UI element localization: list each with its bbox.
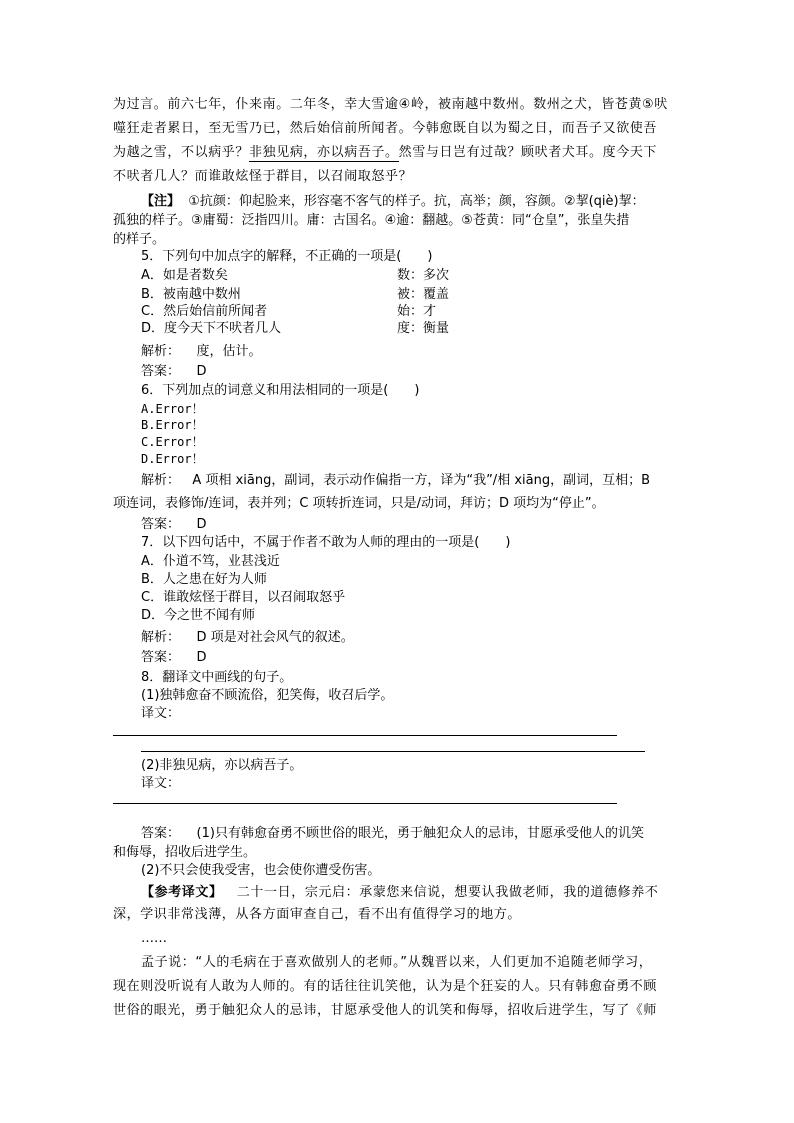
q8-sentence-2: (2)非独见病，亦以病吾子。 bbox=[141, 758, 303, 773]
answer-line-1 bbox=[113, 735, 617, 736]
answer-line-2 bbox=[141, 751, 645, 752]
passage-line-2: 噬狂走者累日，至无雪乃已，然后始信前所闻者。今韩愈既自以为蜀之日，而吾子又欲使吾 bbox=[113, 121, 658, 136]
q7-option-b: B．人之患在好为人师 bbox=[141, 572, 267, 587]
reference-line-1 bbox=[141, 884, 658, 902]
reference-ellipsis: …… bbox=[141, 931, 167, 946]
answer-text: D bbox=[196, 364, 207, 379]
q5-option-a: A．如是者数矣 bbox=[141, 268, 228, 283]
q6-option-d: D.Error！ bbox=[141, 452, 204, 466]
q7-analysis bbox=[141, 629, 354, 647]
passage-line-3-a: 为越之雪，不以病乎？ bbox=[113, 145, 250, 160]
answer-label: 答案： bbox=[141, 517, 181, 532]
passage-line-1: 为过言。前六七年，仆来南。二年冬，幸大雪逾④岭，被南越中数州。数州之犬，皆苍黄⑤吠 bbox=[113, 97, 668, 112]
notes-line-2: 孤独的样子。③庸蜀：泛指四川。庸：古国名。④逾：翻越。⑤苍黄：同“仓皇”，张皇失措 bbox=[113, 213, 630, 228]
q6-option-b: B.Error！ bbox=[141, 418, 204, 432]
analysis-label: 解析： bbox=[141, 630, 181, 645]
q8-answer-line-3: (2)不只会使我受害，也会使你遭受伤害。 bbox=[141, 863, 381, 878]
answer-text: (1)只有韩愈奋勇不顾世俗的眼光，勇于触犯众人的忌讳，甘愿承受他人的讥笑 bbox=[196, 826, 644, 841]
q8-sentence-1: (1)独韩愈奋不顾流俗，犯笑侮，收召后学。 bbox=[141, 688, 394, 703]
reference-line-4: 现在则没听说有人敢为人师的。有的话往往讥笑他，认为是个狂妄的人。只有韩愈奋勇不顾 bbox=[113, 979, 658, 994]
q5-analysis bbox=[141, 343, 262, 361]
q8-answer-line-2: 和侮辱，招收后进学生。 bbox=[113, 845, 257, 860]
q6-answer bbox=[141, 516, 207, 534]
passage-line-4: 不吠者几人？而谁敢炫怪于群目，以召闹取怒乎？ bbox=[113, 169, 413, 184]
q5-stem: 5．下列句中加点字的解释，不正确的一项是( ) bbox=[141, 249, 433, 264]
analysis-label: 解析： bbox=[141, 473, 181, 488]
analysis-text: 度，估计。 bbox=[196, 344, 262, 359]
q8-stem: 8．翻译文中画线的句子。 bbox=[141, 670, 293, 685]
passage-line-3-c: 然雪与日岂有过哉？顾吠者犬耳。度今天下 bbox=[398, 145, 658, 160]
q7-option-c: C．谁敢炫怪于群目，以召闹取怒乎 bbox=[141, 590, 346, 605]
q5-option-d-gloss: 度：衡量 bbox=[397, 321, 450, 336]
q6-analysis-line-1 bbox=[141, 472, 650, 490]
q6-stem: 6．下列加点的词意义和用法相同的一项是( ) bbox=[141, 383, 420, 398]
q5-option-b-gloss: 被：覆盖 bbox=[397, 287, 450, 302]
q5-option-a-gloss: 数：多次 bbox=[397, 268, 450, 283]
q5-option-c: C．然后始信前所闻者 bbox=[141, 304, 268, 319]
passage-line-3 bbox=[113, 144, 657, 162]
answer-label: 答案： bbox=[141, 826, 181, 841]
answer-label: 答案： bbox=[141, 364, 181, 379]
notes-line-1 bbox=[141, 193, 645, 211]
q7-answer bbox=[141, 649, 207, 667]
q7-option-d: D．今之世不闻有师 bbox=[141, 608, 256, 623]
q5-option-d: D．度今天下不吠者几人 bbox=[141, 321, 282, 336]
answer-label: 答案： bbox=[141, 650, 181, 665]
q7-stem: 7．以下四句话中，不属于作者不敢为人师的理由的一项是( ) bbox=[141, 535, 511, 550]
q5-option-c-gloss: 始：才 bbox=[397, 304, 437, 319]
analysis-text: D 项是对社会风气的叙述。 bbox=[196, 630, 354, 645]
notes-line-3: 的样子。 bbox=[113, 232, 166, 247]
analysis-label: 解析： bbox=[141, 344, 181, 359]
answer-text: D bbox=[196, 517, 207, 532]
q6-analysis-line-2: 项连词，表修饰/连词，表并列；C 项转折连词，只是/动词，拜访；D 项均为“停止”。 bbox=[113, 496, 605, 511]
answer-line-3 bbox=[113, 803, 617, 804]
q6-option-c: C.Error！ bbox=[141, 435, 204, 449]
analysis-text: A 项相 xiāng，副词，表示动作偏指一方，译为“我”/相 xiāng，副词，互相；B bbox=[192, 473, 651, 488]
q8-translation-label-2: 译文： bbox=[141, 776, 181, 791]
notes-tag: 【注】 bbox=[141, 194, 181, 209]
q5-option-b: B．被南越中数州 bbox=[141, 287, 241, 302]
reference-line-3: 孟子说：“人的毛病在于喜欢做别人的老师。”从魏晋以来，人们更加不追随老师学习， bbox=[141, 955, 653, 970]
answer-text: D bbox=[196, 650, 207, 665]
q8-answer-line-1 bbox=[141, 825, 644, 843]
reference-tag: 【参考译文】 bbox=[141, 885, 223, 900]
underlined-sentence: 非独见病，亦以病吾子。 bbox=[249, 145, 399, 160]
q5-answer bbox=[141, 363, 207, 381]
q6-option-a: A.Error！ bbox=[141, 402, 204, 416]
reference-line-5: 世俗的眼光，勇于触犯众人的忌讳，甘愿承受他人的讥笑和侮辱，招收后进学生，写了《师 bbox=[113, 1003, 658, 1018]
reference-line-2: 深，学识非常浅薄，从各方面审查自己，看不出有值得学习的地方。 bbox=[113, 907, 522, 922]
reference-text-1: 二十一日，宗元启：承蒙您来信说，想要认我做老师，我的道德修养不 bbox=[236, 885, 659, 900]
q8-translation-label-1: 译文： bbox=[141, 706, 181, 721]
notes-text-1: ①抗颜：仰起脸来，形容毫不客气的样子。抗，高举；颜，容颜。②挈(qiè)挈： bbox=[188, 194, 645, 209]
q7-option-a: A．仆道不笃，业甚浅近 bbox=[141, 554, 280, 569]
